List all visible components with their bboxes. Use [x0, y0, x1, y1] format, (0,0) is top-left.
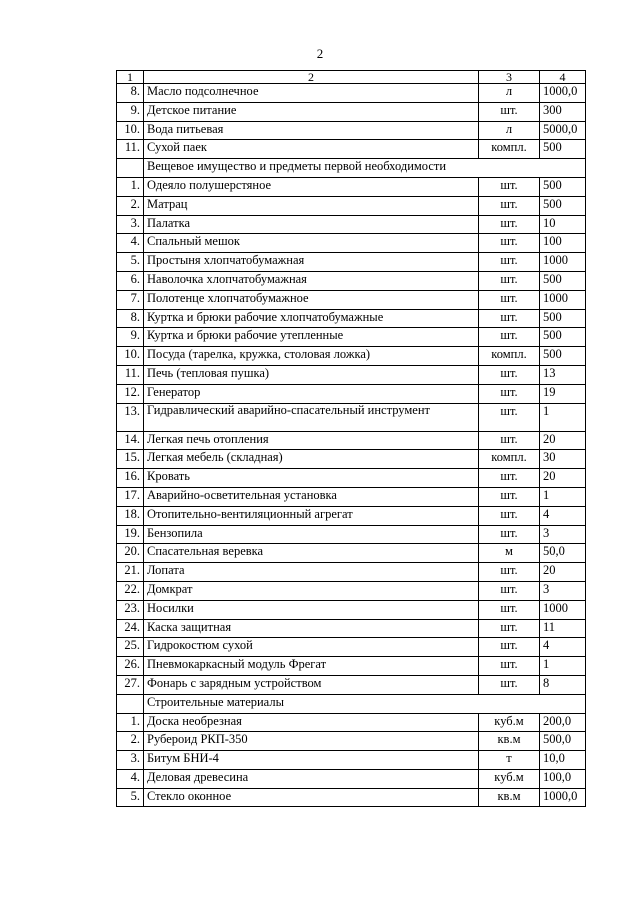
header-cell: 1	[117, 71, 144, 84]
item-quantity: 1000,0	[540, 788, 586, 807]
item-name: Простыня хлопчатобумажная	[144, 253, 479, 272]
table-row	[117, 638, 586, 657]
row-number: 11.	[117, 140, 144, 159]
row-number: 10.	[117, 121, 144, 140]
item-name: Доска необрезная	[144, 713, 479, 732]
item-quantity: 500	[540, 177, 586, 196]
table-row	[117, 196, 586, 215]
item-unit: м	[479, 544, 540, 563]
row-number: 6.	[117, 271, 144, 290]
table-header-row	[117, 71, 586, 84]
table-row	[117, 84, 586, 103]
row-number: 3.	[117, 751, 144, 770]
row-number: 5.	[117, 253, 144, 272]
row-number: 11.	[117, 365, 144, 384]
header-cell: 2	[144, 71, 479, 84]
item-quantity: 1	[540, 487, 586, 506]
table-row	[117, 271, 586, 290]
table-row	[117, 121, 586, 140]
item-name: Гидравлический аварийно-спасательный инструмент	[144, 403, 479, 431]
table-row	[117, 309, 586, 328]
item-unit: шт.	[479, 102, 540, 121]
item-name: Стекло оконное	[144, 788, 479, 807]
item-quantity: 200,0	[540, 713, 586, 732]
item-name: Легкая мебель (складная)	[144, 450, 479, 469]
item-name: Детское питание	[144, 102, 479, 121]
item-unit: шт.	[479, 638, 540, 657]
row-number: 25.	[117, 638, 144, 657]
table-row	[117, 403, 586, 431]
item-unit: куб.м	[479, 713, 540, 732]
table-row	[117, 102, 586, 121]
item-unit: л	[479, 121, 540, 140]
row-number: 10.	[117, 347, 144, 366]
item-unit: л	[479, 84, 540, 103]
item-quantity: 13	[540, 365, 586, 384]
item-name: Масло подсолнечное	[144, 84, 479, 103]
row-number: 8.	[117, 84, 144, 103]
item-name: Полотенце хлопчатобумажное	[144, 290, 479, 309]
item-quantity: 30	[540, 450, 586, 469]
table-row	[117, 140, 586, 159]
header-cell: 3	[479, 71, 540, 84]
row-number: 15.	[117, 450, 144, 469]
item-unit: шт.	[479, 196, 540, 215]
row-number: 2.	[117, 196, 144, 215]
item-name: Сухой паек	[144, 140, 479, 159]
item-quantity: 500	[540, 347, 586, 366]
item-unit: шт.	[479, 215, 540, 234]
row-number: 1.	[117, 713, 144, 732]
item-name: Куртка и брюки рабочие утепленные	[144, 328, 479, 347]
row-number: 3.	[117, 215, 144, 234]
item-unit: шт.	[479, 506, 540, 525]
table-row	[117, 469, 586, 488]
item-quantity: 10,0	[540, 751, 586, 770]
item-name: Генератор	[144, 384, 479, 403]
table-row	[117, 347, 586, 366]
table-row	[117, 253, 586, 272]
item-unit: кв.м	[479, 788, 540, 807]
row-number: 9.	[117, 328, 144, 347]
row-number: 16.	[117, 469, 144, 488]
item-name: Наволочка хлопчатобумажная	[144, 271, 479, 290]
item-unit: шт.	[479, 487, 540, 506]
item-quantity: 4	[540, 638, 586, 657]
table-row	[117, 384, 586, 403]
item-quantity: 500	[540, 271, 586, 290]
item-quantity: 500	[540, 196, 586, 215]
item-name: Лопата	[144, 563, 479, 582]
item-name: Одеяло полушерстяное	[144, 177, 479, 196]
row-number: 2.	[117, 732, 144, 751]
item-quantity: 1	[540, 403, 586, 431]
item-name: Битум БНИ-4	[144, 751, 479, 770]
item-name: Каска защитная	[144, 619, 479, 638]
table-row	[117, 713, 586, 732]
section-header-row	[117, 159, 586, 178]
section-empty-cell	[117, 159, 144, 178]
row-number: 27.	[117, 675, 144, 694]
item-quantity: 1000	[540, 600, 586, 619]
table-row	[117, 365, 586, 384]
item-unit: шт.	[479, 600, 540, 619]
row-number: 14.	[117, 431, 144, 450]
item-name: Домкрат	[144, 581, 479, 600]
item-quantity: 100,0	[540, 769, 586, 788]
item-name: Аварийно-осветительная установка	[144, 487, 479, 506]
item-unit: шт.	[479, 581, 540, 600]
item-quantity: 20	[540, 469, 586, 488]
item-unit: шт.	[479, 177, 540, 196]
item-quantity: 500,0	[540, 732, 586, 751]
item-unit: шт.	[479, 563, 540, 582]
row-number: 26.	[117, 657, 144, 676]
row-number: 19.	[117, 525, 144, 544]
item-quantity: 500	[540, 328, 586, 347]
item-quantity: 1000	[540, 253, 586, 272]
item-unit: шт.	[479, 328, 540, 347]
section-title: Вещевое имущество и предметы первой необходимости	[144, 159, 586, 178]
item-name: Куртка и брюки рабочие хлопчатобумажные	[144, 309, 479, 328]
item-unit: шт.	[479, 619, 540, 638]
item-quantity: 20	[540, 563, 586, 582]
item-quantity: 1	[540, 657, 586, 676]
table-row	[117, 177, 586, 196]
table-row	[117, 619, 586, 638]
item-quantity: 1000,0	[540, 84, 586, 103]
item-name: Посуда (тарелка, кружка, столовая ложка)	[144, 347, 479, 366]
item-unit: шт.	[479, 657, 540, 676]
item-quantity: 10	[540, 215, 586, 234]
row-number: 24.	[117, 619, 144, 638]
item-quantity: 500	[540, 140, 586, 159]
item-unit: т	[479, 751, 540, 770]
item-quantity: 100	[540, 234, 586, 253]
table-row	[117, 506, 586, 525]
item-name: Гидрокостюм сухой	[144, 638, 479, 657]
table-row	[117, 215, 586, 234]
item-quantity: 1000	[540, 290, 586, 309]
section-header-row	[117, 694, 586, 713]
item-quantity: 11	[540, 619, 586, 638]
item-name: Отопительно-вентиляционный агрегат	[144, 506, 479, 525]
row-number: 1.	[117, 177, 144, 196]
item-quantity: 5000,0	[540, 121, 586, 140]
item-quantity: 3	[540, 525, 586, 544]
row-number: 9.	[117, 102, 144, 121]
page-number: 2	[316, 46, 324, 61]
row-number: 8.	[117, 309, 144, 328]
item-unit: кв.м	[479, 732, 540, 751]
item-name: Бензопила	[144, 525, 479, 544]
item-name: Носилки	[144, 600, 479, 619]
table-row	[117, 544, 586, 563]
row-number: 4.	[117, 769, 144, 788]
item-quantity: 50,0	[540, 544, 586, 563]
item-unit: компл.	[479, 140, 540, 159]
table-row	[117, 600, 586, 619]
table-row	[117, 581, 586, 600]
item-name: Фонарь с зарядным устройством	[144, 675, 479, 694]
item-unit: шт.	[479, 271, 540, 290]
item-name: Пневмокаркасный модуль Фрегат	[144, 657, 479, 676]
table-row	[117, 769, 586, 788]
table-row	[117, 290, 586, 309]
item-unit: шт.	[479, 403, 540, 431]
item-unit: шт.	[479, 469, 540, 488]
item-unit: компл.	[479, 450, 540, 469]
header-cell: 4	[540, 71, 586, 84]
item-unit: шт.	[479, 290, 540, 309]
row-number: 13.	[117, 403, 144, 431]
row-number: 21.	[117, 563, 144, 582]
item-name: Рубероид РКП-350	[144, 732, 479, 751]
item-quantity: 500	[540, 309, 586, 328]
item-unit: куб.м	[479, 769, 540, 788]
table-row	[117, 328, 586, 347]
item-name: Спасательная веревка	[144, 544, 479, 563]
section-title: Строительные материалы	[144, 694, 586, 713]
item-name: Вода питьевая	[144, 121, 479, 140]
table-row	[117, 788, 586, 807]
item-quantity: 3	[540, 581, 586, 600]
table-row	[117, 751, 586, 770]
item-name: Матрац	[144, 196, 479, 215]
row-number: 7.	[117, 290, 144, 309]
item-name: Легкая печь отопления	[144, 431, 479, 450]
row-number: 5.	[117, 788, 144, 807]
item-unit: шт.	[479, 431, 540, 450]
section-empty-cell	[117, 694, 144, 713]
table-row	[117, 487, 586, 506]
item-unit: компл.	[479, 347, 540, 366]
row-number: 20.	[117, 544, 144, 563]
item-unit: шт.	[479, 384, 540, 403]
item-unit: шт.	[479, 675, 540, 694]
item-name: Кровать	[144, 469, 479, 488]
item-quantity: 8	[540, 675, 586, 694]
row-number: 4.	[117, 234, 144, 253]
table-row	[117, 732, 586, 751]
row-number: 12.	[117, 384, 144, 403]
table-row	[117, 450, 586, 469]
item-unit: шт.	[479, 365, 540, 384]
table-row	[117, 525, 586, 544]
row-number: 22.	[117, 581, 144, 600]
table-row	[117, 675, 586, 694]
item-unit: шт.	[479, 525, 540, 544]
item-unit: шт.	[479, 253, 540, 272]
table-row	[117, 234, 586, 253]
item-quantity: 300	[540, 102, 586, 121]
row-number: 17.	[117, 487, 144, 506]
item-quantity: 20	[540, 431, 586, 450]
item-name: Спальный мешок	[144, 234, 479, 253]
item-name: Печь (тепловая пушка)	[144, 365, 479, 384]
row-number: 18.	[117, 506, 144, 525]
item-quantity: 19	[540, 384, 586, 403]
item-name: Палатка	[144, 215, 479, 234]
item-unit: шт.	[479, 234, 540, 253]
item-name: Деловая древесина	[144, 769, 479, 788]
table-row	[117, 563, 586, 582]
item-quantity: 4	[540, 506, 586, 525]
table-row	[117, 431, 586, 450]
table-row	[117, 657, 586, 676]
item-unit: шт.	[479, 309, 540, 328]
row-number: 23.	[117, 600, 144, 619]
supplies-table	[116, 70, 586, 807]
